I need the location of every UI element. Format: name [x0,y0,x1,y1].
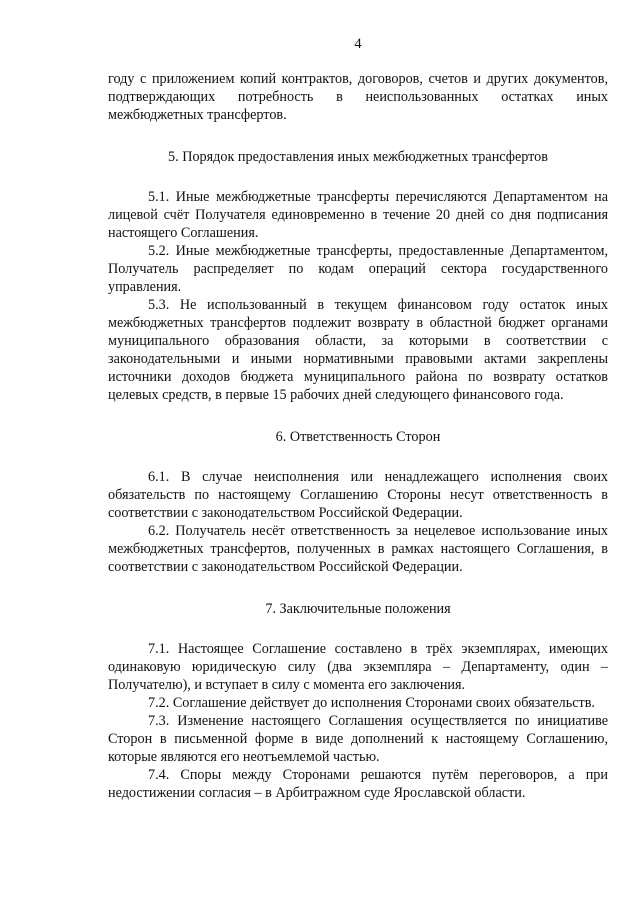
paragraph-5-1: 5.1. Иные межбюджетные трансферты перечисляются Департаментом на лицевой счёт Получателя единовременно в течение 20 дней со дня подписания настоящего Соглашения. [108,189,608,241]
section-6-heading: 6. Ответственность Сторон [275,429,441,445]
paragraph-6-2: 6.2. Получатель несёт ответственность за нецелевое использование иных межбюджетных трансфертов, полученных в рамках настоящего Соглашения, в соответствии с законодательством Российской Федерации. [108,523,608,575]
page-number: 4 [354,36,362,52]
section-5-heading: 5. Порядок предоставления иных межбюджетных трансфертов [168,149,548,165]
paragraph-5-3: 5.3. Не использованный в текущем финансовом году остаток иных межбюджетных трансфертов подлежит возврату в областной бюджет органами муниципального образования области, за которыми в соответствии с законодательными и иными нормативными правовыми актами закреплены источники доходов бюджета муниципального района по возврату остатков целевых средств, в первые 15 рабочих дней следующего финансового года. [108,297,608,403]
paragraph-5-2: 5.2. Иные межбюджетные трансферты, предоставленные Департаментом, Получатель распределяет по кодам операций сектора государственного управления. [108,243,608,295]
document-body [108,70,608,802]
paragraph-7-1: 7.1. Настоящее Соглашение составлено в трёх экземплярах, имеющих одинаковую юридическую силу (два экземпляра – Департаменту, один – Получателю), и вступает в силу с момента его заключения. [108,641,608,693]
intro-paragraph: году с приложением копий контрактов, договоров, счетов и других документов, подтверждающих потребность в неиспользованных остатках иных межбюджетных трансфертов. [108,71,608,123]
paragraph-7-4: 7.4. Споры между Сторонами решаются путём переговоров, а при недостижении согласия – в Арбитражном суде Ярославской области. [108,767,608,801]
paragraph-7-2: 7.2. Соглашение действует до исполнения Сторонами своих обязательств. [148,695,595,711]
paragraph-6-1: 6.1. В случае неисполнения или ненадлежащего исполнения своих обязательств по настоящему Соглашению Стороны несут ответственность в соответствии с законодательством Российской Федерации. [108,469,608,521]
section-7-heading: 7. Заключительные положения [265,601,451,617]
paragraph-7-3: 7.3. Изменение настоящего Соглашения осуществляется по инициативе Сторон в письменной форме в виде дополнений к настоящему Соглашению, которые являются его неотъемлемой частью. [108,713,608,765]
